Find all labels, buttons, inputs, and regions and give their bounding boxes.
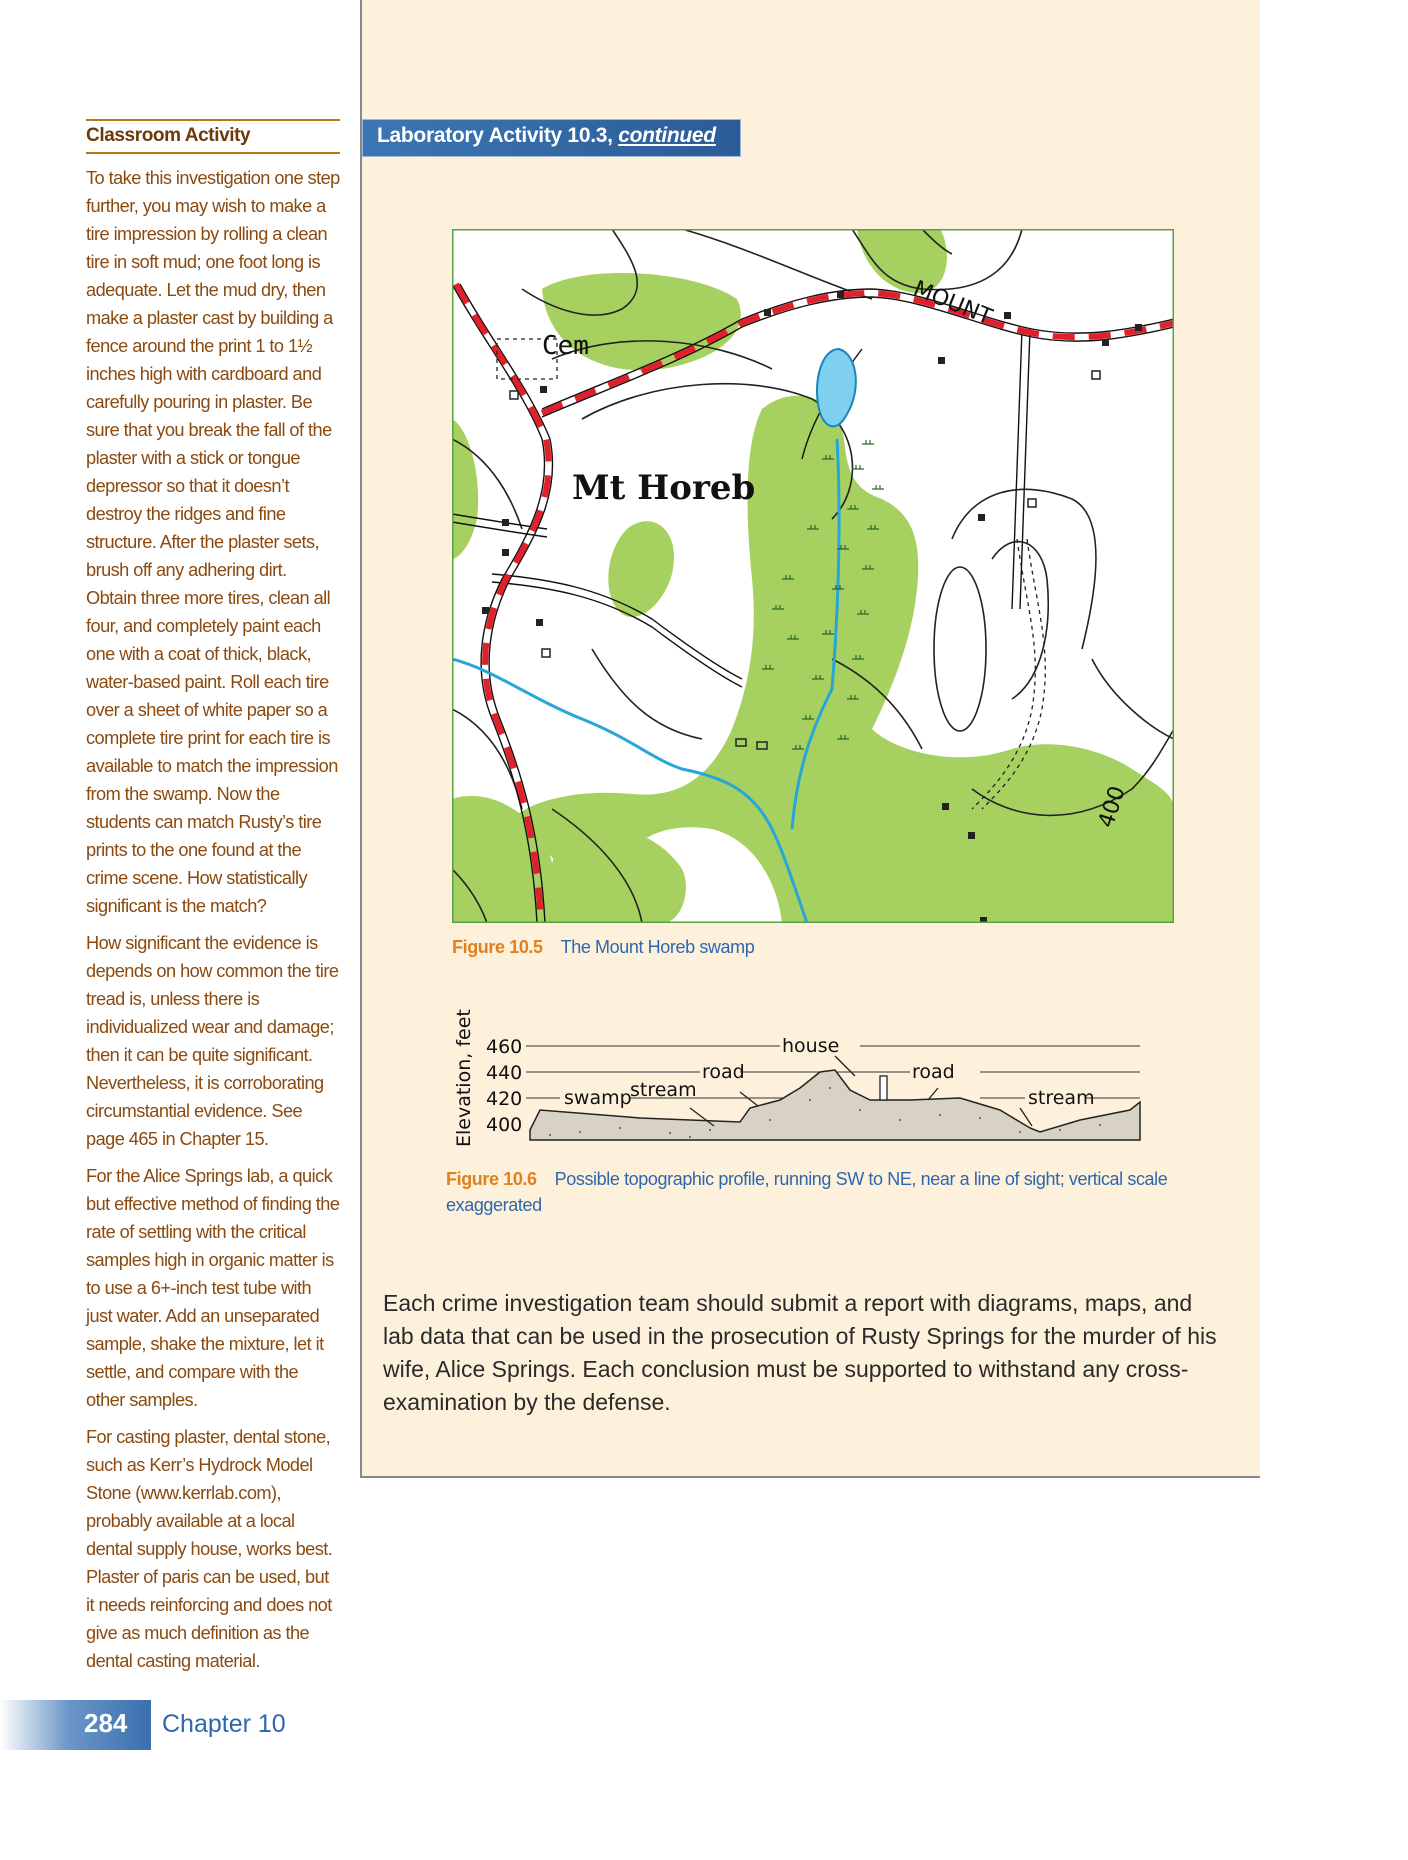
sidebar-paragraph: How significant the evidence is depends on how common the tire tread is, unless there is individualized wear and damage; then it can be quite significant. Nevertheless, it is corroborating circumstantial evidence. See page 465 in Chapter 15. xyxy=(86,933,339,1149)
sidebar-paragraph: For casting plaster, dental stone, such as Kerr’s Hydrock Model Stone (www.kerrlab.com), probably available at a local dental supply house, works best. Plaster of paris can be used, but it needs reinforcing and does not give as much definition as the dental casting material. xyxy=(86,1427,333,1671)
profile-ticks xyxy=(486,1036,522,1136)
footer-bar xyxy=(0,1700,151,1750)
classroom-activity-sidebar xyxy=(86,119,340,1675)
profile-ylabel: Elevation, feet xyxy=(453,1009,475,1147)
banner-title: Laboratory Activity 10.3, continued xyxy=(377,124,716,147)
tick-label: 460 xyxy=(486,1036,523,1058)
sidebar-paragraph: For the Alice Springs lab, a quick but effective method of finding the rate of settling with the critical samples high in organic matter is to use a 6+-inch test tube with just water. Add an unseparated sample, shake the mixture, let it settle, and compare with the other samples. xyxy=(86,1166,340,1410)
tick-label: 440 xyxy=(486,1062,523,1084)
mount-horeb-map xyxy=(452,229,1174,923)
map-label-contour: 400 xyxy=(1093,783,1131,831)
label-road-left: road xyxy=(702,1061,745,1083)
sidebar-paragraph: To take this investigation one step further, you may wish to make a tire impression by rolling a clean tire in soft mud; one foot long is adequate. Let the mud dry, then make a plaster cast by building a fence around the print 1 to 1½ inches high with cardboard and carefully pouring in plaster. Be sure that you break the fall of the plaster with a stick or tongue depressor so that it doesn’t destroy the ridges and fine structure. After the plaster sets, brush off any adhering dirt. Obtain three more tires, clean all four, and completely paint each one with a coat of thick, black, water-based paint. Roll each tire over a sheet of white paper so a complete tire print for each tire is available to match the impression from the swamp. Now the students can match Rusty’s tire prints to the one found at the crime scene. How statistically significant is the match? xyxy=(86,168,340,916)
map-label-mount: MOUNT xyxy=(909,276,996,331)
map-label-cem: Cem xyxy=(542,331,589,361)
label-house: house xyxy=(782,1035,840,1057)
figure-number: Figure 10.6 xyxy=(446,1169,537,1189)
map-label-town: Mt Horeb xyxy=(572,468,756,508)
figure-number: Figure 10.5 xyxy=(452,937,543,957)
topographic-profile xyxy=(440,1000,1160,1160)
figure-10-6-caption xyxy=(446,1166,1216,1218)
label-swamp: swamp xyxy=(564,1087,632,1109)
sidebar-heading: Classroom Activity xyxy=(86,119,340,154)
tick-label: 420 xyxy=(486,1088,523,1110)
figure-caption-text: The Mount Horeb swamp xyxy=(560,937,755,957)
lab-activity-banner xyxy=(362,119,741,157)
page-number: 284 xyxy=(84,1708,128,1738)
house-symbol xyxy=(880,1076,887,1100)
label-road-right: road xyxy=(912,1061,955,1083)
figure-caption-text: Possible topographic profile, running SW to NE, near a line of sight; vertical scale exaggerated xyxy=(446,1169,1168,1215)
tick-label: 400 xyxy=(486,1114,523,1136)
label-stream-left: stream xyxy=(630,1079,697,1101)
chapter-label: Chapter 10 xyxy=(162,1710,286,1738)
label-stream-right: stream xyxy=(1028,1087,1095,1109)
figure-10-5-caption xyxy=(452,934,754,960)
body-paragraph: Each crime investigation team should submit a report with diagrams, maps, and lab data that can be used in the prosecution of Rusty Springs for the murder of his wife, Alice Springs. Each conclusion must be supported to withstand any cross-examination by the defense. xyxy=(383,1290,1217,1415)
